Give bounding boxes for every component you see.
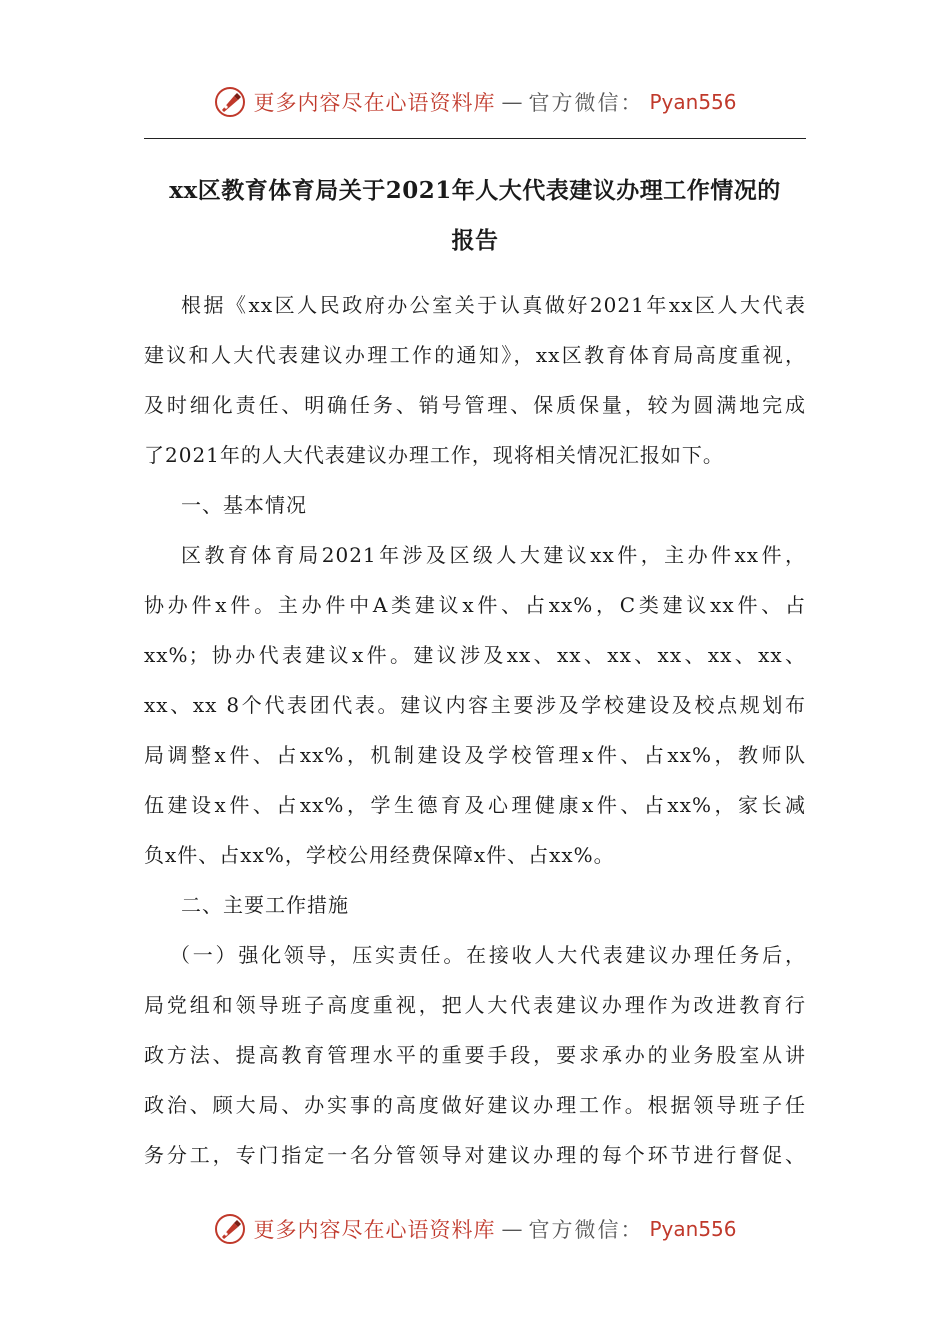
body-line: 政治、顾大局、办实事的高度做好建议办理工作。根据领导班子任 xyxy=(144,1093,806,1117)
watermark-wechat-id: Pyan556 xyxy=(649,1217,737,1241)
body-line: 局调整x件、占xx%，机制建设及学校管理x件、占xx%，教师队 xyxy=(144,743,806,767)
body-line: 局党组和领导班子高度重视，把人大代表建议办理作为改进教育行 xyxy=(144,993,806,1017)
body-line: 务分工，专门指定一名分管领导对建议办理的每个环节进行督促、 xyxy=(144,1143,806,1167)
body-line: 协办件x件。主办件中A类建议x件、占xx%，C类建议xx件、占 xyxy=(144,593,806,617)
document-title xyxy=(144,166,806,266)
document-body xyxy=(144,280,806,1180)
section-heading: 一、基本情况 xyxy=(181,493,307,517)
watermark-text: 更多内容尽在心语资料库 xyxy=(253,1218,496,1242)
body-line: 区教育体育局2021年涉及区级人大建议xx件，主办件xx件， xyxy=(181,543,806,567)
watermark-wechat-label: 官方微信： xyxy=(528,91,644,115)
body-line: 负x件、占xx%，学校公用经费保障x件、占xx%。 xyxy=(144,843,615,867)
body-line: （一）强化领导，压实责任。在接收人大代表建议办理任务后， xyxy=(170,943,806,967)
body-line: 政方法、提高教育管理水平的重要手段，要求承办的业务股室从讲 xyxy=(144,1043,806,1067)
header-watermark-banner xyxy=(0,82,950,122)
body-line: 了2021年的人大代表建议办理工作，现将相关情况汇报如下。 xyxy=(144,443,724,467)
watermark-dash: — xyxy=(501,90,523,114)
body-line: xx%；协办代表建议x件。建议涉及xx、xx、xx、xx、xx、xx、 xyxy=(144,643,806,667)
body-line: 根据《xx区人民政府办公室关于认真做好2021年xx区人大代表 xyxy=(181,293,806,317)
pen-nib-logo-icon xyxy=(213,1212,247,1246)
watermark-wechat-label: 官方微信： xyxy=(528,1218,644,1242)
section-heading: 二、主要工作措施 xyxy=(181,893,349,917)
watermark-wechat-id: Pyan556 xyxy=(649,90,737,114)
body-line: 及时细化责任、明确任务、销号管理、保质保量，较为圆满地完成 xyxy=(144,393,806,417)
header-divider xyxy=(144,138,806,139)
watermark-text: 更多内容尽在心语资料库 xyxy=(253,91,496,115)
body-line: 伍建设x件、占xx%，学生德育及心理健康x件、占xx%，家长减 xyxy=(144,793,806,817)
pen-nib-logo-icon xyxy=(213,85,247,119)
body-line: xx、xx 8个代表团代表。建议内容主要涉及学校建设及校点规划布 xyxy=(144,693,806,717)
footer-watermark-banner xyxy=(0,1209,950,1249)
title-line: xx区教育体育局关于2021年人大代表建议办理工作情况的 xyxy=(169,177,781,204)
title-line: 报告 xyxy=(451,227,499,254)
watermark-dash: — xyxy=(501,1217,523,1241)
body-line: 建议和人大代表建议办理工作的通知》，xx区教育体育局高度重视， xyxy=(144,343,806,367)
